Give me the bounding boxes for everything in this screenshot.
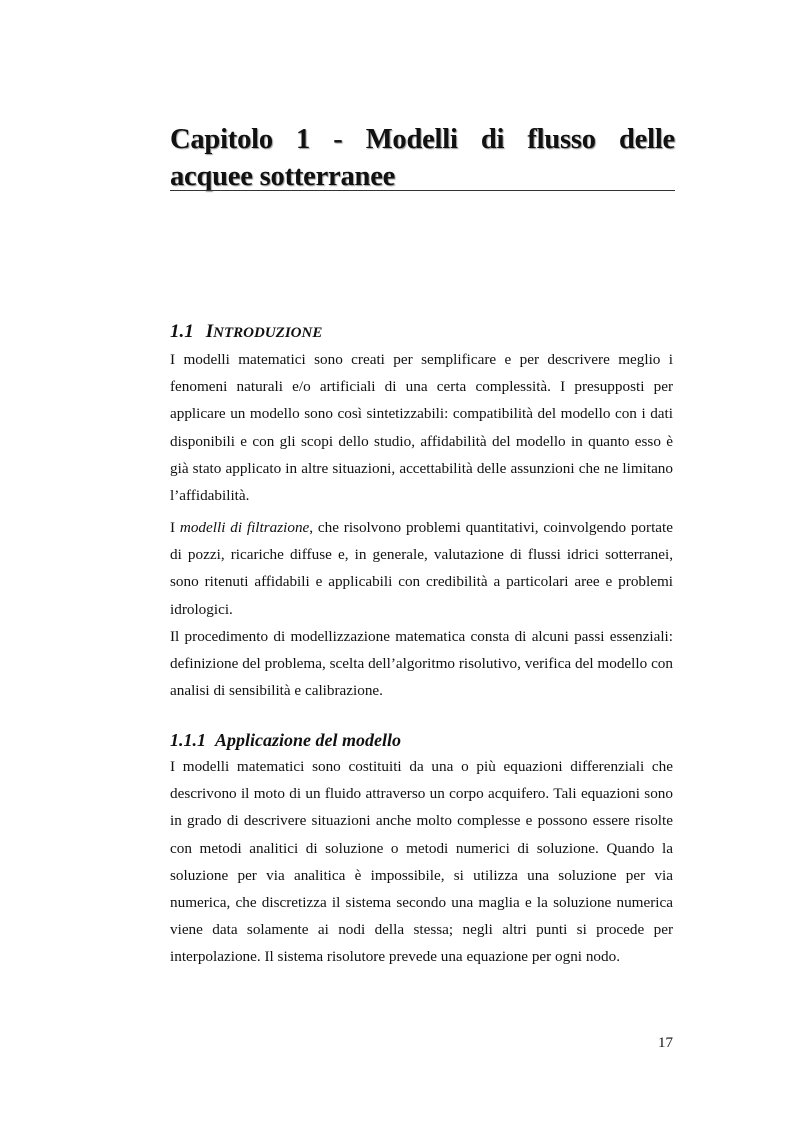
page-number: 17 bbox=[658, 1035, 673, 1051]
section-title-initial: I bbox=[205, 321, 214, 342]
paragraph-2-lead: I bbox=[170, 519, 180, 536]
chapter-title-line-1: Capitolo 1 - Modelli di flusso delle bbox=[170, 124, 675, 155]
subsection-number: 1.1.1 bbox=[170, 730, 206, 750]
section-title-rest: NTRODUZIONE bbox=[213, 325, 323, 341]
subsection-heading bbox=[170, 727, 401, 753]
chapter-title-line-2: acquee sotterranee bbox=[170, 161, 396, 192]
subsection-title: Applicazione del modello bbox=[215, 730, 401, 750]
section-number: 1.1 bbox=[170, 321, 194, 342]
chapter-title bbox=[170, 121, 675, 195]
chapter-title-rule bbox=[170, 190, 675, 191]
paragraph-applicazione: I modelli matematici sono costituiti da una o più equazioni differenziali che descrivono il moto di un fluido attraverso un corpo acquifero. Tali equazioni sono in grado di descrivere situazioni anche molto complesse e possono essere risolte con metodi analitici di soluzione o metodi numerici di soluzione. Quando la soluzione per via analitica è impossibile, si utilizza una soluzione per via numerica, che discretizza il sistema secondo una maglia e la soluzione numerica viene data solamente ai nodi della stessa; negli altri punti si procede per interpolazione. Il sistema risolutore prevede una equazione per ogni nodo. bbox=[170, 758, 673, 966]
paragraph-2-italic-term: modelli di filtrazione bbox=[179, 519, 310, 536]
paragraph-introduction-3: Il procedimento di modellizzazione matematica consta di alcuni passi essenziali: definizione del problema, scelta dell’algoritmo risolutivo, verifica del modello con analisi di sensibilità e calibrazione. bbox=[170, 628, 673, 700]
paragraph-introduction-2 bbox=[170, 514, 673, 623]
paragraph-2-rest: , che risolvono problemi quantitativi, coinvolgendo portate di pozzi, ricariche diffuse e, in generale, valutazione di flussi idrici sotterranei, sono ritenuti affidabili e applicabili con credibilità a particolari aree e problemi idrologici. bbox=[170, 519, 674, 618]
paragraph-introduction-1: I modelli matematici sono creati per semplificare e per descrivere meglio i fenomeni naturali e/o artificiali di una certa complessità. I presupposti per applicare un modello sono così sintetizzabili: compatibilità del modello con i dati disponibili e con gli scopi dello studio, affidabilità del modello in quanto esso è già stato applicato in altre situazioni, accettabilità delle assunzioni che ne limitano l’affidabilità. bbox=[170, 351, 673, 505]
section-heading bbox=[170, 319, 322, 346]
